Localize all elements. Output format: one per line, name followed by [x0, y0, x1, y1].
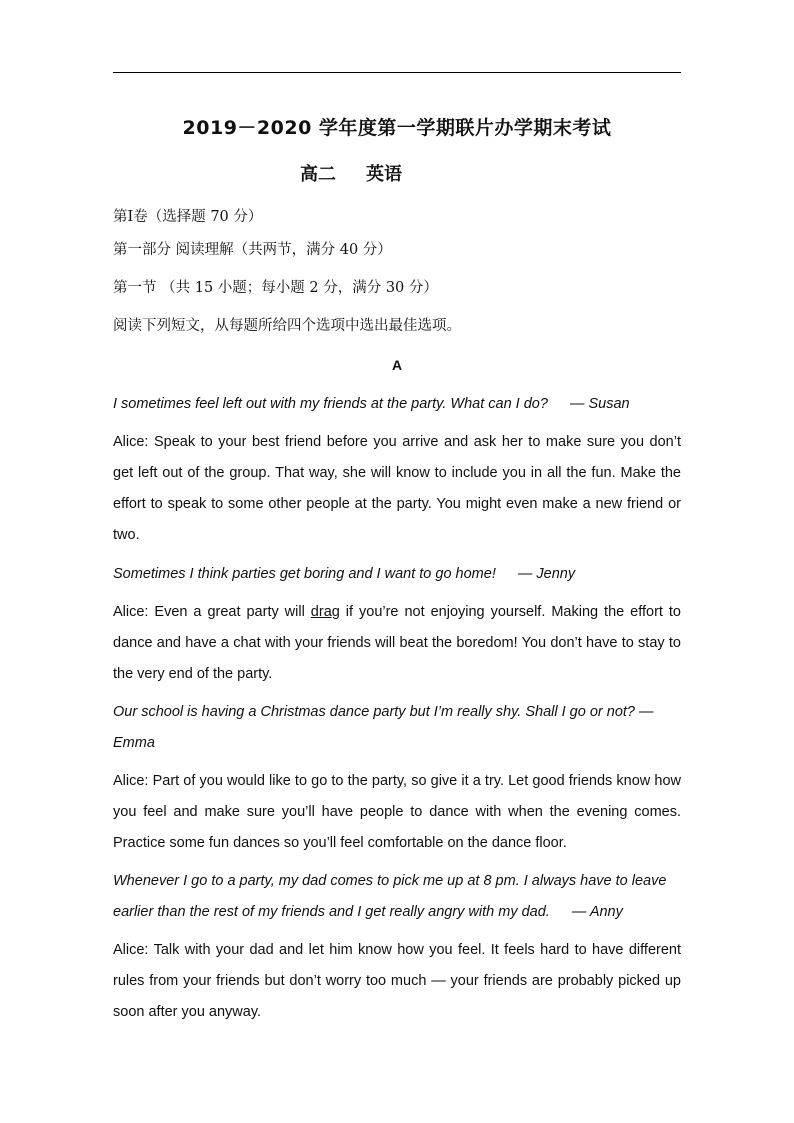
question-1-author: — Susan [569, 396, 630, 412]
directions-text: 阅读下列短文，从每题所给四个选项中选出最佳选项。 [113, 318, 461, 334]
section-heading: 第一节 （共 15 小题；每小题 2 分，满分 30 分） [113, 280, 438, 296]
underlined-word: drag [310, 604, 340, 620]
subject-label: 英语 [366, 164, 402, 185]
question-1 [113, 389, 681, 420]
header-rule [113, 72, 681, 73]
question-3: Our school is having a Christmas dance party but I’m really shy. Shall I go or not? — Emma [113, 704, 654, 751]
part-heading: 第一部分 阅读理解（共两节，满分 40 分） [113, 242, 392, 258]
exam-title: 2019－2020 学年度第一学期联片办学期末考试 [182, 117, 612, 139]
question-2-author: — Jenny [517, 566, 576, 582]
answer-4: Alice: Talk with your dad and let him know how you feel. It feels hard to have different rules from your friends but don’t worry too much — your friends are probably picked up soon after you anyway. [113, 942, 681, 1020]
answer-2-part-b: if you’re not enjoying yourself. Making the effort to dance and have a chat with your friends will beat the boredom! You don’t have to stay to the very end of the party. [113, 604, 681, 682]
question-4-text: Whenever I go to a party, my dad comes to pick me up at 8 pm. I always have to leave earlier than the rest of my friends and I get really angry with my dad. [113, 873, 667, 920]
answer-2 [113, 597, 681, 690]
question-1-text: I sometimes feel left out with my friends at the party. What can I do? [113, 396, 548, 412]
question-2 [113, 559, 681, 590]
volume-heading: 第Ⅰ卷（选择题 70 分） [113, 209, 263, 225]
answer-2-part-a: Alice: Even a great party will [113, 604, 311, 620]
grade-label: 高二 [300, 164, 336, 185]
answer-3: Alice: Part of you would like to go to the party, so give it a try. Let good friends know how you feel and make sure you’ll have people to dance with when the evening comes. Practice some fun dances so you’ll feel comfortable on the dance floor. [113, 773, 681, 851]
answer-1: Alice: Speak to your best friend before you arrive and ask her to make sure you don’t get left out of the group. That way, she will know to include you in all the fun. Make the effort to speak to some other people at the party. You might even make a new friend or two. [113, 434, 681, 543]
question-2-text: Sometimes I think parties get boring and I want to go home! [113, 566, 496, 582]
passage-label: A [391, 357, 403, 373]
question-4-author: — Anny [571, 904, 623, 920]
question-4 [113, 866, 681, 928]
